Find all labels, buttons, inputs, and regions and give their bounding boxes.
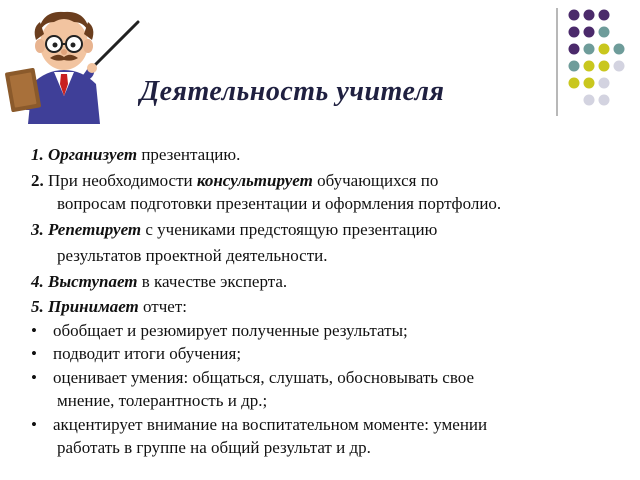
decorative-dot <box>569 10 580 21</box>
decorative-dot <box>599 10 610 21</box>
teacher-with-pointer-icon <box>2 0 142 124</box>
bullet-text: акцентирует внимание на воспитательном моменте: умении <box>53 414 488 434</box>
decorative-dot <box>599 95 610 106</box>
item-keyword: консультирует <box>196 170 313 190</box>
decorative-dot <box>569 61 580 72</box>
item-text: отчет: <box>138 297 187 316</box>
decorative-dot-grid <box>566 8 632 120</box>
item-continuation: результатов проектной деятельности. <box>57 246 328 265</box>
decorative-dot <box>599 44 610 55</box>
item-text: презентацию. <box>137 145 241 164</box>
decorative-dot <box>599 78 610 89</box>
decorative-dot <box>584 44 595 55</box>
decorative-dot <box>584 95 595 106</box>
bullet-item <box>31 413 631 437</box>
bullet-continuation: мнение, толерантность и др.; <box>57 391 268 410</box>
slide-content <box>31 143 631 460</box>
list-item <box>31 218 631 242</box>
item-number: 5. <box>31 297 44 316</box>
item-keyword: Принимает <box>48 297 139 316</box>
decorative-dot <box>599 27 610 38</box>
bullet-text: подводит итоги обучения; <box>53 344 242 363</box>
bullet-item <box>31 342 631 366</box>
bullet-mark: • <box>31 367 37 387</box>
item-text: обучающихся по <box>312 170 439 190</box>
decorative-dot <box>584 10 595 21</box>
decorative-dot <box>569 27 580 38</box>
decorative-dot <box>584 27 595 38</box>
item-text: с учениками предстоящую презентацию <box>141 219 438 239</box>
list-item <box>31 295 631 319</box>
item-number: 1. <box>31 145 44 164</box>
decorative-dot <box>584 61 595 72</box>
decorative-dot <box>614 61 625 72</box>
decorative-dot <box>569 44 580 55</box>
list-item <box>31 270 631 294</box>
item-keyword: Репетирует <box>48 219 142 239</box>
slide-title: Деятельность учителя <box>140 76 445 107</box>
item-number: 2. <box>31 170 44 190</box>
decorative-dot <box>569 78 580 89</box>
item-continuation: вопросам подготовки презентации и оформления портфолио. <box>57 194 502 213</box>
item-number: 4. <box>31 271 44 291</box>
bullet-text: оценивает умения: общаться, слушать, обосновывать свое <box>53 367 474 387</box>
item-keyword: Выступает <box>48 271 138 291</box>
decorative-dot <box>584 78 595 89</box>
list-item <box>31 143 631 167</box>
bullet-continuation: работать в группе на общий результат и др. <box>57 438 371 457</box>
divider-line <box>556 8 558 116</box>
item-text-pre: При необходимости <box>43 170 197 190</box>
item-text: в качестве эксперта. <box>137 271 288 291</box>
item-keyword: Организует <box>48 145 138 164</box>
bullet-mark: • <box>31 344 37 363</box>
bullet-item <box>31 366 631 390</box>
bullet-text: обобщает и резюмирует полученные результаты; <box>53 320 408 340</box>
list-item <box>31 169 631 193</box>
decorative-dot <box>599 61 610 72</box>
item-number: 3. <box>31 219 44 239</box>
bullet-mark: • <box>31 414 37 434</box>
bullet-item <box>31 319 631 343</box>
decorative-dot <box>614 44 625 55</box>
bullet-mark: • <box>31 320 37 340</box>
